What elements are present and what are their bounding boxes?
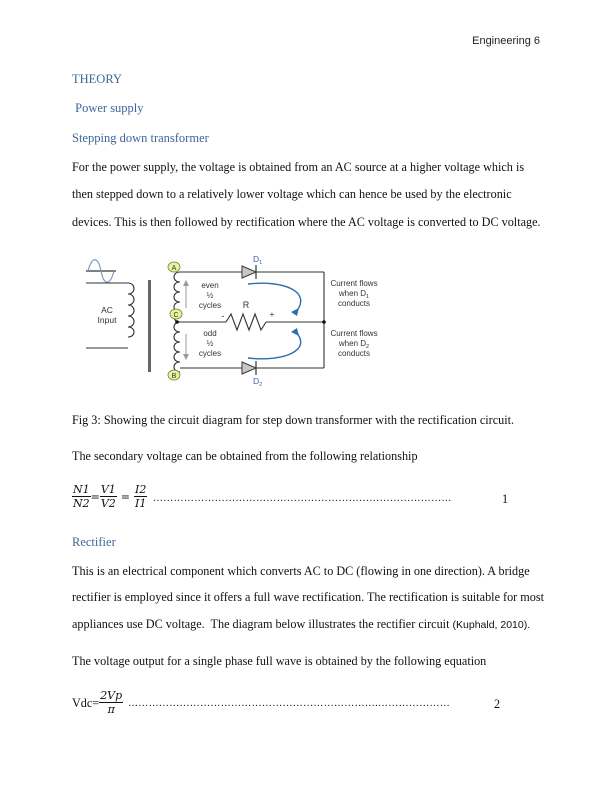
paragraph-secondary: The secondary voltage can be obtained from the following relationship: [72, 449, 418, 463]
paragraph-line: rectifier is employed since it offers a full wave rectification. The rectification is suitable for most: [72, 590, 544, 604]
up-arrow-icon: [183, 280, 189, 308]
equation-2-leader: ……………………………………………………………….…………………: [128, 698, 451, 709]
fraction-vdc: $\frac{2Vp}{\pi}$: [100, 689, 123, 716]
paragraph-voltage-output: The voltage output for a single phase full wave is obtained by the following equation: [72, 654, 487, 668]
even-label: ½: [206, 291, 214, 300]
current-arrow-bottom-icon: [248, 332, 301, 359]
node-a: [168, 262, 180, 272]
plus-sign: +: [269, 310, 275, 319]
circuit-diagram: [80, 252, 400, 388]
even-label: even: [201, 281, 219, 290]
heading-theory: THEORY: [72, 72, 122, 86]
d1-label: $D_1$: [253, 254, 263, 266]
note-d1: when $D_1$: [338, 289, 370, 300]
equation-1-number: 1: [502, 492, 509, 506]
svg-text:B: B: [171, 373, 177, 380]
figure-caption: Fig 3: Showing the circuit diagram for step down transformer with the rectification circuit.: [72, 413, 515, 427]
svg-text:C: C: [173, 312, 179, 319]
odd-label: odd: [203, 329, 217, 338]
paragraph-line: then stepped down to a relatively lower voltage which can hence be used by the electronic: [72, 187, 512, 201]
minus-sign: -: [221, 311, 225, 321]
current-arrow-top-icon: [248, 283, 301, 312]
odd-label: cycles: [198, 349, 222, 358]
note-d2: conducts: [337, 349, 371, 358]
running-head: Engineering 6: [472, 35, 540, 47]
fraction-n: $\frac{N1}{N2}$: [73, 483, 90, 510]
paragraph-line: devices. This is then followed by rectification where the AC voltage is converted to DC voltage.: [72, 215, 541, 229]
diode-d2-icon: [242, 361, 256, 375]
note-d1: Current flows: [330, 279, 378, 288]
equation-2: Vdc= $\frac{2Vp}{\pi}$: [72, 689, 123, 716]
node-b: [168, 370, 180, 380]
diode-d1-icon: [242, 265, 256, 279]
heading-rectifier: Rectifier: [72, 535, 116, 549]
node-c: [170, 309, 182, 319]
fraction-i: $\frac{I2}{I1}$: [135, 483, 147, 510]
resistor-label: R: [242, 300, 250, 310]
even-label: cycles: [198, 301, 222, 310]
paragraph-line: This is an electrical component which converts AC to DC (flowing in one direction). A bridge: [72, 564, 530, 578]
equation-2-number: 2: [494, 697, 501, 711]
note-d2: Current flows: [330, 329, 378, 338]
fraction-v: $\frac{V1}{V2}$: [100, 483, 116, 510]
note-d1: conducts: [337, 299, 371, 308]
svg-text:A: A: [171, 265, 177, 272]
paragraph-line: appliances use DC voltage. The diagram below illustrates the rectifier circuit (Kuphald, 2010).: [72, 617, 531, 631]
equation-1: $\frac{N1}{N2}$ = $\frac{V1}{V2}$ = $\frac{I2}{I1}$: [73, 483, 147, 510]
odd-label: ½: [206, 339, 214, 348]
citation: (Kuphald, 2010).: [452, 619, 531, 631]
heading-stepping-down-transformer: Stepping down transformer: [72, 131, 209, 145]
paragraph-line: For the power supply, the voltage is obtained from an AC source at a higher voltage which is: [72, 160, 525, 174]
ac-input-label: AC: [101, 305, 113, 315]
sine-wave-icon: [86, 260, 116, 283]
note-d2: when $D_2$: [338, 339, 370, 350]
equation-1-leader: ……………………………………………………………………………: [153, 493, 452, 504]
transformer-core: [148, 280, 151, 372]
heading-power-supply: Power supply: [72, 101, 144, 115]
down-arrow-icon: [183, 334, 189, 360]
ac-input-label: Input: [97, 315, 117, 325]
d2-label: $D_2$: [253, 376, 263, 388]
